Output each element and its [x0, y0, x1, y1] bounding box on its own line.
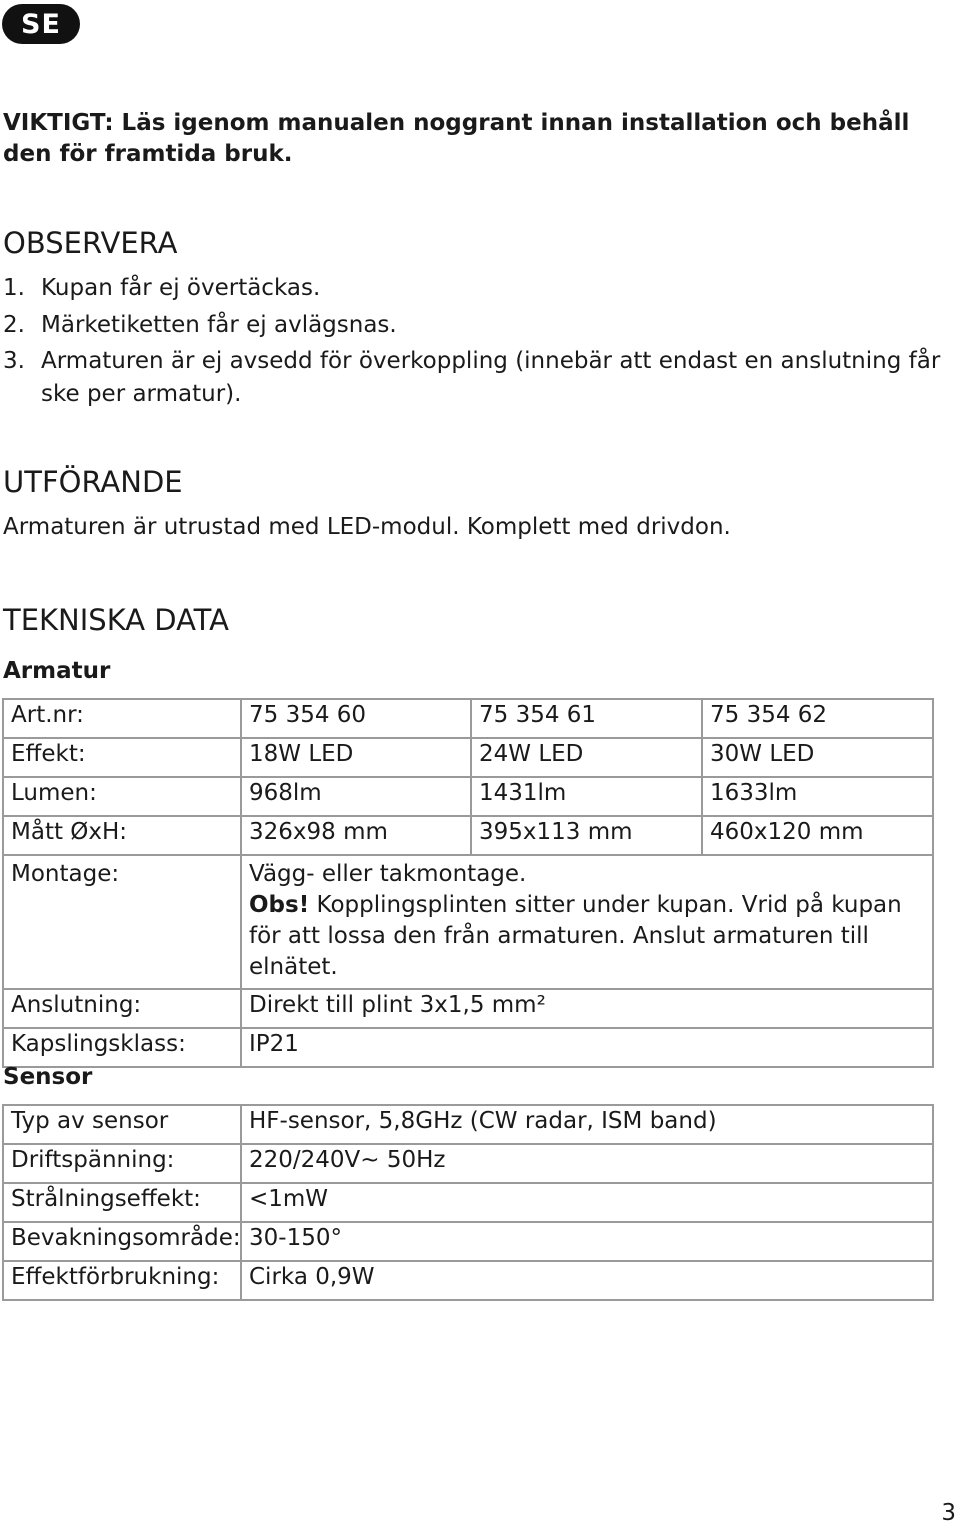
tekniska-heading: TEKNISKA DATA — [3, 603, 229, 637]
row-label: Effekt: — [3, 738, 241, 777]
observera-heading: OBSERVERA — [3, 226, 178, 260]
row-label: Anslutning: — [3, 989, 241, 1028]
cell-value: 75 354 61 — [471, 699, 702, 738]
obs-text: Kopplingsplinten sitter under kupan. Vrid på kupan för att lossa den från armaturen. Anslut armaturen till elnätet. — [249, 892, 902, 980]
cell-value: Cirka 0,9W — [241, 1261, 933, 1300]
list-item: 1. Kupan får ej övertäckas. — [3, 275, 321, 301]
table-row — [3, 777, 933, 816]
table-row — [3, 1144, 933, 1183]
row-label: Driftspänning: — [3, 1144, 241, 1183]
table-row — [3, 1183, 933, 1222]
cell-value: IP21 — [241, 1028, 933, 1067]
sensor-subheading: Sensor — [3, 1064, 93, 1090]
row-label: Effektförbrukning: — [3, 1261, 241, 1300]
cell-value: 1431lm — [471, 777, 702, 816]
table-row — [3, 699, 933, 738]
montage-line: Vägg- eller takmontage. — [249, 861, 527, 887]
cell-value: HF-sensor, 5,8GHz (CW radar, ISM band) — [241, 1105, 933, 1144]
row-label: Mått ØxH: — [3, 816, 241, 855]
row-label: Strålningseffekt: — [3, 1183, 241, 1222]
important-notice: VIKTIGT: Läs igenom manualen noggrant innan installation och behåll den för framtida bruk. — [3, 110, 910, 167]
language-badge: SE — [2, 4, 80, 44]
cell-value: 220/240V~ 50Hz — [241, 1144, 933, 1183]
cell-value: 30W LED — [702, 738, 933, 777]
cell-value: 30-150° — [241, 1222, 933, 1261]
page-number: 3 — [941, 1500, 956, 1526]
table-row — [3, 738, 933, 777]
row-label: Montage: — [3, 855, 241, 989]
table-row — [3, 1028, 933, 1067]
utforande-text: Armaturen är utrustad med LED-modul. Komplett med drivdon. — [3, 514, 731, 540]
cell-value: 326x98 mm — [241, 816, 471, 855]
list-item: 2. Märketiketten får ej avlägsnas. — [3, 311, 397, 338]
cell-value: 968lm — [241, 777, 471, 816]
table-row — [3, 989, 933, 1028]
cell-value: 460x120 mm — [702, 816, 933, 855]
table-row — [3, 1105, 933, 1144]
cell-value: 18W LED — [241, 738, 471, 777]
obs-label: Obs! — [249, 892, 310, 918]
table-row — [3, 1261, 933, 1300]
armatur-table — [2, 698, 934, 1068]
table-row-montage — [3, 855, 933, 989]
table-row — [3, 1222, 933, 1261]
row-label: Art.nr: — [3, 699, 241, 738]
list-item: 3. Armaturen är ej avsedd för överkoppling (innebär att endast en anslutning får ske per armatur). — [3, 348, 941, 407]
montage-text — [241, 855, 933, 989]
observera-list — [3, 272, 958, 414]
row-label: Kapslingsklass: — [3, 1028, 241, 1067]
cell-value: 1633lm — [702, 777, 933, 816]
row-label: Typ av sensor — [3, 1105, 241, 1144]
armatur-subheading: Armatur — [3, 658, 111, 684]
table-row — [3, 816, 933, 855]
utforande-heading: UTFÖRANDE — [3, 465, 183, 499]
cell-value: Direkt till plint 3x1,5 mm² — [241, 989, 933, 1028]
cell-value: 75 354 62 — [702, 699, 933, 738]
row-label: Bevakningsområde: — [3, 1222, 241, 1261]
row-label: Lumen: — [3, 777, 241, 816]
cell-value: <1mW — [241, 1183, 933, 1222]
cell-value: 75 354 60 — [241, 699, 471, 738]
cell-value: 395x113 mm — [471, 816, 702, 855]
sensor-table — [2, 1104, 934, 1301]
cell-value: 24W LED — [471, 738, 702, 777]
montage-obs — [249, 890, 925, 983]
